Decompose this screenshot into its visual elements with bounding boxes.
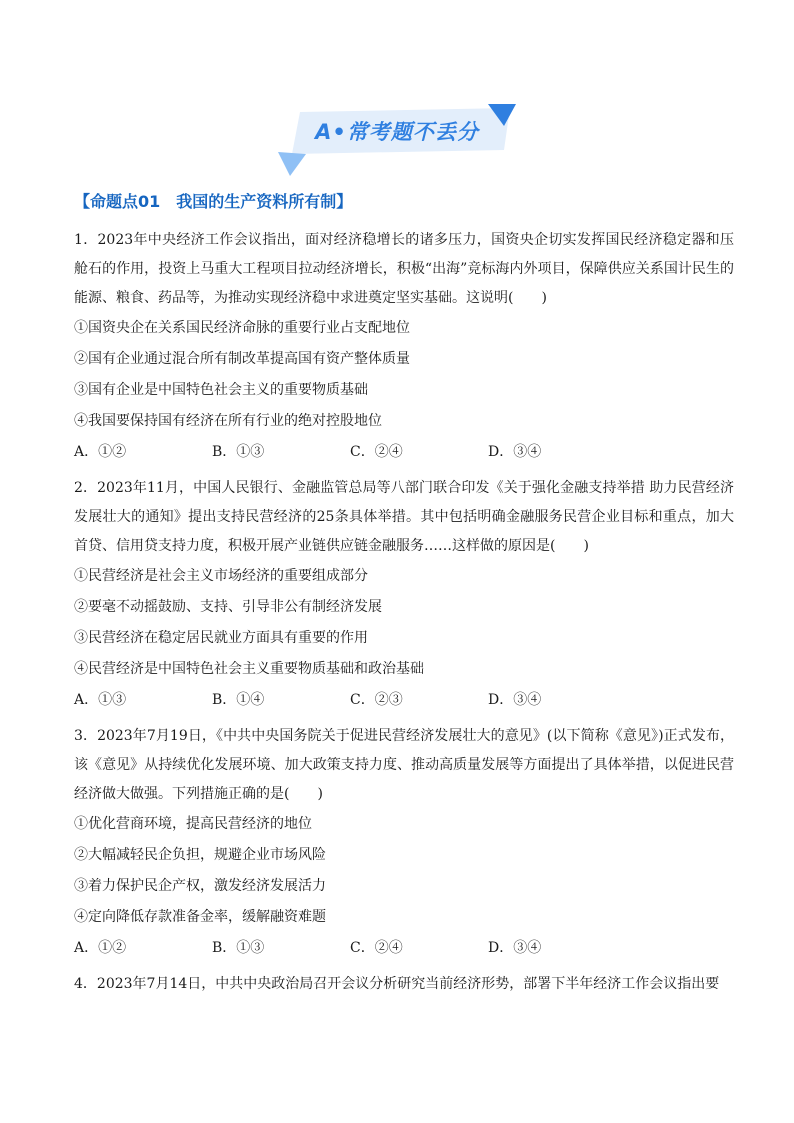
option-4: ④定向降低存款准备金率，缓解融资难题 xyxy=(74,909,326,925)
section-title: 【命题点01 我国的生产资料所有制】 xyxy=(74,192,353,211)
option-1: ①优化营商环境，提高民营经济的地位 xyxy=(74,816,312,832)
choice-b[interactable]: B．①③ xyxy=(212,940,265,956)
question-4 xyxy=(74,970,734,999)
choice-c[interactable]: C．②④ xyxy=(350,444,403,460)
question-stem: 1．2023年中央经济工作会议指出，面对经济稳增长的诸多压力，国资央企切实发挥国民经济稳定器和压舱石的作用，投资上马重大工程项目拉动经济增长，积极“出海”竞标海内外项目，保障供应关系国计民生的能源、粮食、药品等，为推动实现经济稳中求进奠定坚实基础。这说明( ) xyxy=(74,232,734,306)
choice-d[interactable]: D．③④ xyxy=(488,692,542,708)
option-1: ①民营经济是社会主义市场经济的重要组成部分 xyxy=(74,568,368,584)
question-list xyxy=(74,226,734,1005)
question-2 xyxy=(74,474,734,716)
option-2: ②大幅减轻民企负担，规避企业市场风险 xyxy=(74,847,326,863)
question-stem: 2．2023年11月，中国人民银行、金融监管总局等八部门联合印发《关于强化金融支持举措 助力民营经济发展壮大的通知》提出支持民营经济的25条具体举措。其中包括明确金融服务民营企业目标和重点，加大首贷、信用贷支持力度，积极开展产业链供应链金融服务……这样做的原因是( ) xyxy=(74,480,734,554)
choice-a[interactable]: A．①③ xyxy=(74,692,127,708)
choice-b[interactable]: B．①④ xyxy=(212,692,265,708)
option-1: ①国资央企在关系国民经济命脉的重要行业占支配地位 xyxy=(74,320,410,336)
question-stem: 4．2023年7月14日，中共中央政治局召开会议分析研究当前经济形势，部署下半年经济工作会议指出要 xyxy=(74,976,720,992)
choice-b[interactable]: B．①③ xyxy=(212,444,265,460)
option-4: ④我国要保持国有经济在所有行业的绝对控股地位 xyxy=(74,413,382,429)
banner-title: A•常考题不丢分 xyxy=(315,120,479,144)
question-3 xyxy=(74,722,734,964)
choice-a[interactable]: A．①② xyxy=(74,444,127,460)
option-3: ③民营经济在稳定居民就业方面具有重要的作用 xyxy=(74,630,368,646)
answer-choices xyxy=(74,437,734,468)
option-2: ②国有企业通过混合所有制改革提高国有资产整体质量 xyxy=(74,351,410,367)
section-banner xyxy=(278,104,516,176)
answer-choices xyxy=(74,933,734,964)
option-3: ③着力保护民企产权，激发经济发展活力 xyxy=(74,878,326,894)
choice-c[interactable]: C．②③ xyxy=(350,692,403,708)
answer-choices xyxy=(74,685,734,716)
choice-d[interactable]: D．③④ xyxy=(488,444,542,460)
question-stem: 3．2023年7月19日，《中共中央国务院关于促进民营经济发展壮大的意见》(以下简称《意见》)正式发布，该《意见》从持续优化发展环境、加大政策支持力度、推动高质量发展等方面提出了具体举措，以促进民营经济做大做强。下列措施正确的是( ) xyxy=(74,728,734,802)
choice-c[interactable]: C．②④ xyxy=(350,940,403,956)
option-3: ③国有企业是中国特色社会主义的重要物质基础 xyxy=(74,382,368,398)
option-4: ④民营经济是中国特色社会主义重要物质基础和政治基础 xyxy=(74,661,424,677)
option-2: ②要毫不动摇鼓励、支持、引导非公有制经济发展 xyxy=(74,599,382,615)
question-1 xyxy=(74,226,734,468)
choice-a[interactable]: A．①② xyxy=(74,940,127,956)
choice-d[interactable]: D．③④ xyxy=(488,940,542,956)
